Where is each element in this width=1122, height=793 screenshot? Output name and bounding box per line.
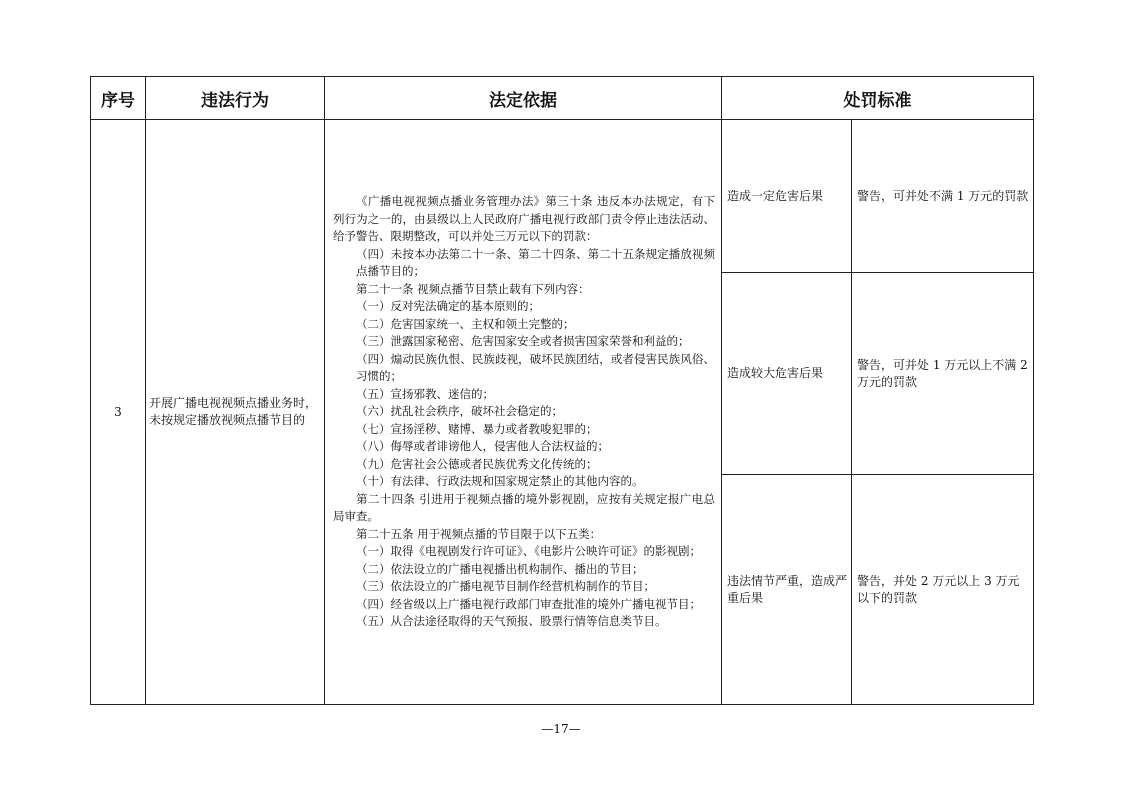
header-act: 违法行为 <box>146 77 325 120</box>
page-number: —17— <box>541 722 581 736</box>
basis-para: （三）依法设立的广播电视节目制作经营机构制作的节目； <box>356 579 655 594</box>
violation-act: 开展广播电视视频点播业务时，未按规定播放视频点播节目的 <box>146 120 325 705</box>
penalty-standard: 警告，可并处 1 万元以上不满 2 万元的罚款 <box>852 273 1034 475</box>
basis-para: （十）有法律、行政法规和国家规定禁止的其他内容的。 <box>356 474 644 489</box>
header-basis: 法定依据 <box>325 77 722 120</box>
basis-para: （六）扰乱社会秩序，破坏社会稳定的； <box>356 404 563 419</box>
header-row <box>91 77 1034 120</box>
basis-para: 第二十五条 用于视频点播的节目限于以下五类： <box>356 526 602 541</box>
penalty-standard: 警告，可并处不满 1 万元的罚款 <box>852 120 1034 273</box>
basis-para: （九）危害社会公德或者民族优秀文化传统的； <box>356 456 598 471</box>
severity-level: 违法情节严重，造成严重后果 <box>722 475 852 705</box>
basis-para: （一）取得《电视剧发行许可证》、《电影片公映许可证》的影视剧； <box>356 544 701 559</box>
basis-para: （八）侮辱或者诽谤他人，侵害他人合法权益的； <box>356 439 609 454</box>
header-no: 序号 <box>91 77 146 120</box>
header-penalty: 处罚标准 <box>722 77 1034 120</box>
basis-para: （四）未按本办法第二十一条、第二十四条、第二十五条规定播放视频点播节目的； <box>356 246 715 279</box>
basis-para: 第二十一条 视频点播节目禁止载有下列内容： <box>356 281 590 296</box>
basis-para: （一）反对宪法确定的基本原则的； <box>356 299 540 314</box>
basis-para: （五）从合法途径取得的天气预报、股票行情等信息类节目。 <box>356 614 667 629</box>
table-row <box>91 120 1034 273</box>
penalty-standard: 警告，并处 2 万元以上 3 万元以下的罚款 <box>852 475 1034 705</box>
basis-para: （三）泄露国家秘密、危害国家安全或者损害国家荣誉和利益的； <box>356 334 690 349</box>
basis-para: （五）宣扬邪教、迷信的； <box>356 386 494 401</box>
basis-para: （四）煽动民族仇恨、民族歧视，破坏民族团结，或者侵害民族风俗、习惯的； <box>356 351 715 384</box>
legal-basis <box>325 120 722 705</box>
basis-para: 《广播电视视频点播业务管理办法》第三十条 违反本办法规定，有下列行为之一的，由县级以上人民政府广播电视行政部门责令停止违法活动、给予警告、限期整改，可以并处三万元以下的罚款： <box>333 194 715 244</box>
row-number: 3 <box>91 120 146 705</box>
severity-level: 造成较大危害后果 <box>722 273 852 475</box>
basis-para: （四）经省级以上广播电视行政部门审查批准的境外广播电视节目； <box>356 596 701 611</box>
penalty-table <box>90 76 1034 705</box>
basis-para: （二）依法设立的广播电视播出机构制作、播出的节目； <box>356 561 644 576</box>
severity-level: 造成一定危害后果 <box>722 120 852 273</box>
basis-para: （二）危害国家统一、主权和领土完整的； <box>356 316 575 331</box>
basis-para: （七）宣扬淫秽、赌博、暴力或者教唆犯罪的； <box>356 421 598 436</box>
basis-para: 第二十四条 引进用于视频点播的境外影视剧，应按有关规定报广电总局审查。 <box>333 491 715 524</box>
